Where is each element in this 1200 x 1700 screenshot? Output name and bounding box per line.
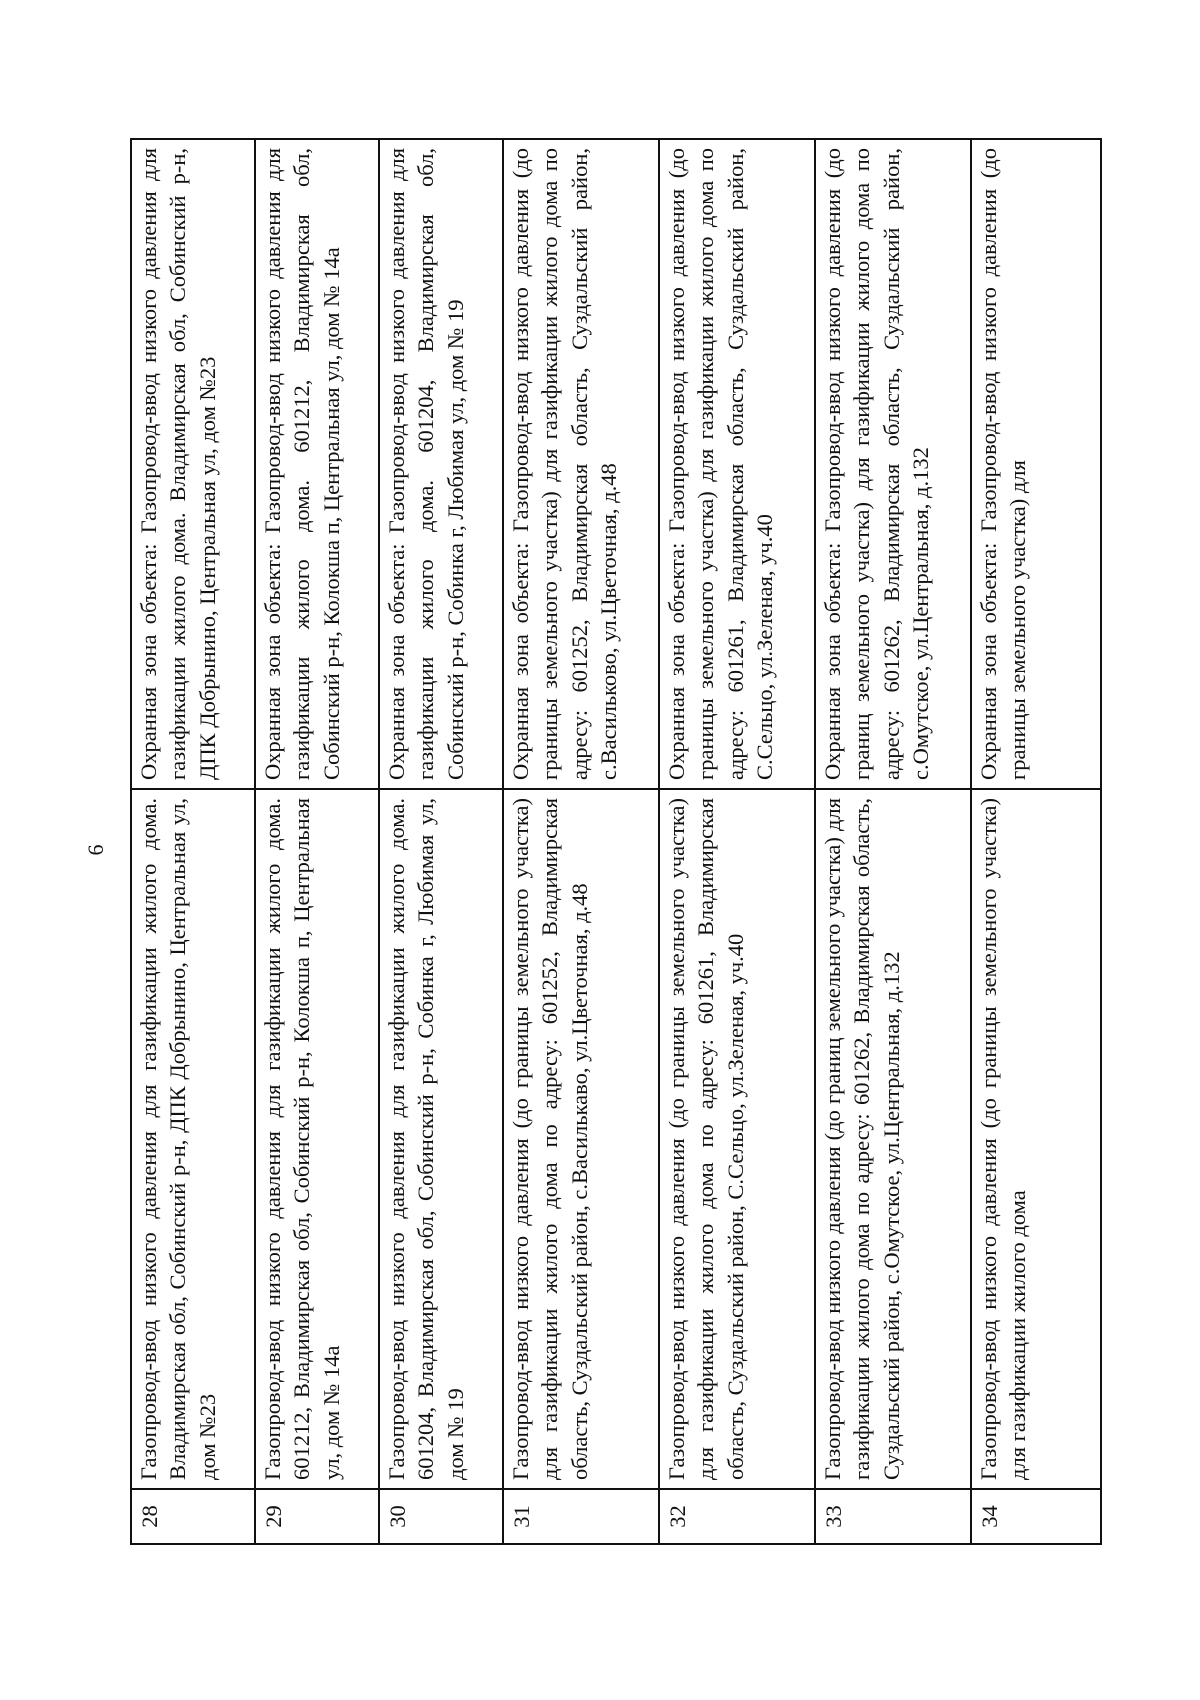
row-number: 29 xyxy=(255,1489,379,1544)
protection-zone-description: Охранная зона объекта: Газопровод-ввод низкого давления (до границ земельного участка) для газификации жилого дома по адресу: 601262, Владимирская область, Суздальский район, с.Омутское, ул.Центральная, д.132 xyxy=(815,139,971,789)
table-row xyxy=(971,139,1101,1544)
rotated-table-container xyxy=(130,140,1100,1545)
protection-zone-description: Охранная зона объекта: Газопровод-ввод низкого давления для газификации жилого дома. Владимирская обл, Собинский р-н, ДПК Добрынино, Центральная ул, дом №23 xyxy=(131,139,255,789)
object-description: Газопровод-ввод низкого давления (до границы земельного участка) для газификации жилого дома по адресу: 601252, Владимирская область, Суздальский район, с.Василькаво, ул.Цветочная, д.48 xyxy=(503,789,659,1489)
object-description: Газопровод-ввод низкого давления для газификации жилого дома. 601204, Владимирская обл, Собинский р-н, Собинка г, Любимая ул, дом № 19 xyxy=(379,789,503,1489)
object-description: Газопровод-ввод низкого давления (до границ земельного участка) для газификации жилого дома по адресу: 601262, Владимирская область, Суздальский район, с.Омутское, ул.Центральная, д.132 xyxy=(815,789,971,1489)
protection-zone-text: Охранная зона объекта: Газопровод-ввод низкого давления (до границы земельного участка) для xyxy=(976,148,1031,780)
page-number: 6 xyxy=(83,844,108,856)
protection-zone-description xyxy=(971,139,1101,789)
row-number: 28 xyxy=(131,1489,255,1544)
table-row xyxy=(503,139,659,1544)
protection-zone-description: Охранная зона объекта: Газопровод-ввод низкого давления для газификации жилого дома. 601212, Владимирская обл, Собинский р-н, Колокша п, Центральная ул, дом № 14а xyxy=(255,139,379,789)
row-number: 33 xyxy=(815,1489,971,1544)
protection-zone-description: Охранная зона объекта: Газопровод-ввод низкого давления для газификации жилого дома. 601204, Владимирская обл, Собинский р-н, Собинка г, Любимая ул, дом № 19 xyxy=(379,139,503,789)
row-number: 32 xyxy=(659,1489,815,1544)
object-description xyxy=(971,789,1101,1489)
table-row xyxy=(815,139,971,1544)
gas-pipeline-table xyxy=(130,138,1102,1545)
table-row xyxy=(255,139,379,1544)
row-number: 30 xyxy=(379,1489,503,1544)
protection-zone-description: Охранная зона объекта: Газопровод-ввод низкого давления (до границы земельного участка) для газификации жилого дома по адресу: 601252, Владимирская область, Суздальский район, с.Васильково, ул.Цветочная, д.48 xyxy=(503,139,659,789)
object-description: Газопровод-ввод низкого давления для газификации жилого дома. Владимирская обл, Собинский р-н, ДПК Добрынино, Центральная ул, дом №23 xyxy=(131,789,255,1489)
table-row xyxy=(379,139,503,1544)
protection-zone-description: Охранная зона объекта: Газопровод-ввод низкого давления (до границы земельного участка) для газификации жилого дома по адресу: 601261, Владимирская область, Суздальский район, С.Сельцо, ул.Зеленая, уч.40 xyxy=(659,139,815,789)
object-description-text: Газопровод-ввод низкого давления (до границы земельного участка) для газификации жилого дома xyxy=(976,798,1031,1480)
table-row xyxy=(659,139,815,1544)
row-number: 31 xyxy=(503,1489,659,1544)
row-number: 34 xyxy=(971,1489,1101,1544)
table-row xyxy=(131,139,255,1544)
object-description: Газопровод-ввод низкого давления (до границы земельного участка) для газификации жилого дома по адресу: 601261, Владимирская область, Суздальский район, С.Сельцо, ул.Зеленая, уч.40 xyxy=(659,789,815,1489)
object-description: Газопровод-ввод низкого давления для газификации жилого дома. 601212, Владимирская обл, Собинский р-н, Колокша п, Центральная ул, дом № 14а xyxy=(255,789,379,1489)
